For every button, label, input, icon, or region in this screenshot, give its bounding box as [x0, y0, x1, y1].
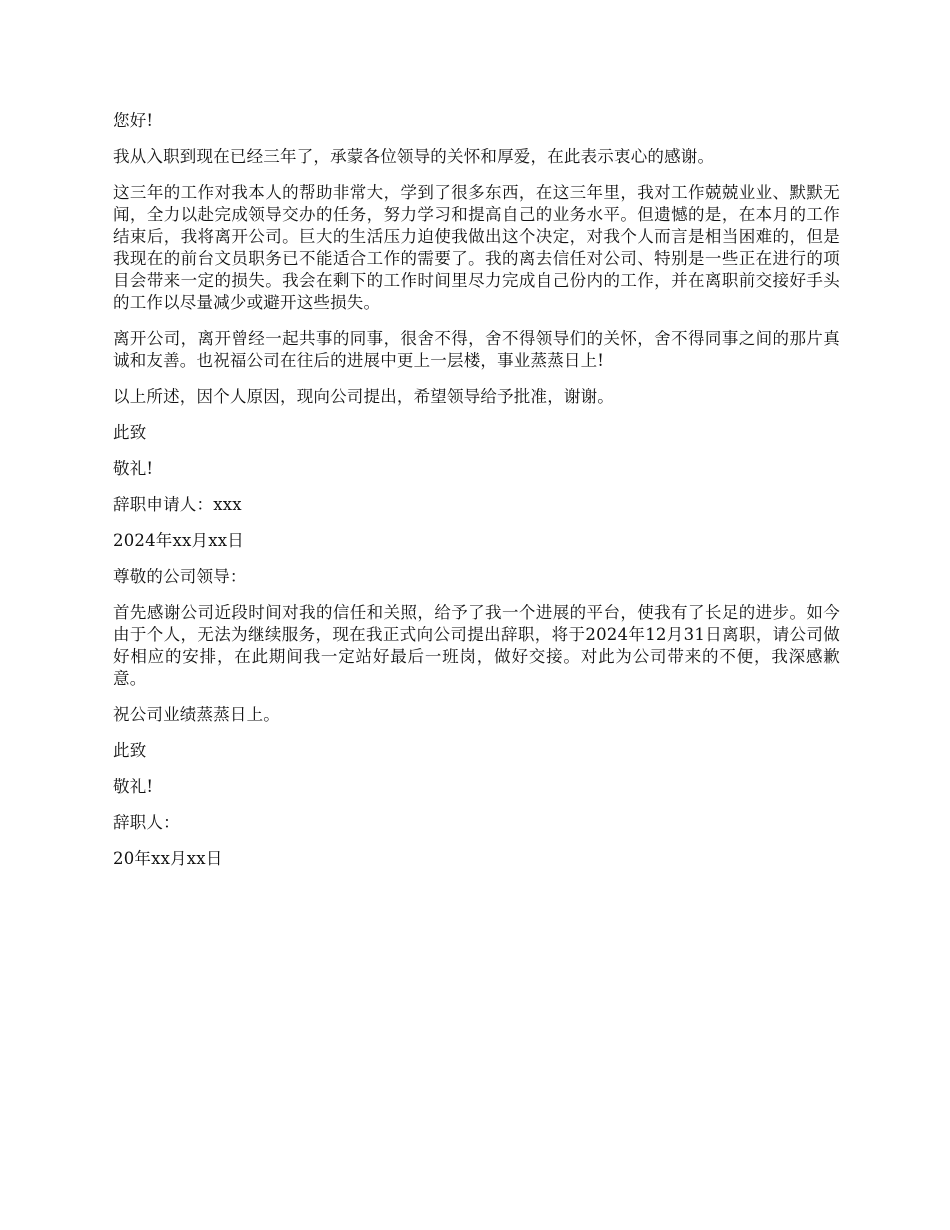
date-line: 2024年xx月xx日: [113, 531, 244, 550]
paragraph-wish: 祝公司业绩蒸蒸日上。: [113, 705, 280, 724]
document-page: [113, 110, 840, 884]
closing-cizhi: 此致: [113, 423, 147, 442]
paragraph-farewell: 离开公司，离开曾经一起共事的同事，很舍不得，舍不得领导们的关怀，舍不得同事之间的那片真诚和友善。也祝福公司在往后的进展中更上一层楼，事业蒸蒸日上!: [113, 329, 840, 370]
paragraph-resignation: 首先感谢公司近段时间对我的信任和关照，给予了我一个进展的平台，使我有了长足的进步。如今由于个人，无法为继续服务，现在我正式向公司提出辞职，将于2024年12月31日离职，请公司做好相应的安排，在此期间我一定站好最后一班岗，做好交接。对此为公司带来的不便，我深感歉意。: [113, 603, 840, 688]
date-line-2: 20年xx月xx日: [113, 849, 223, 868]
signature-resigner: 辞职人：: [113, 813, 180, 832]
closing-jingli: 敬礼!: [113, 459, 154, 478]
paragraph-request: 以上所述，因个人原因，现向公司提出，希望领导给予批准，谢谢。: [113, 387, 614, 406]
closing-jingli-2: 敬礼!: [113, 777, 154, 796]
greeting: 您好!: [113, 111, 154, 130]
paragraph-thanks: 我从入职到现在已经三年了，承蒙各位领导的关怀和厚爱，在此表示衷心的感谢。: [113, 147, 715, 166]
salutation: 尊敬的公司领导：: [113, 567, 247, 586]
closing-cizhi-2: 此致: [113, 741, 147, 760]
paragraph-reason: 这三年的工作对我本人的帮助非常大，学到了很多东西，在这三年里，我对工作兢兢业业、默默无闻，全力以赴完成领导交办的任务，努力学习和提高自己的业务水平。但遗憾的是，在本月的工作结束后，我将离开公司。巨大的生活压力迫使我做出这个决定，对我个人而言是相当困难的，但是我现在的前台文员职务已不能适合工作的需要了。我的离去信任对公司、特别是一些正在进行的项目会带来一定的损失。我会在剩下的工作时间里尽力完成自己份内的工作，并在离职前交接好手头的工作以尽量减少或避开这些损失。: [113, 183, 840, 312]
signature-applicant: 辞职申请人：xxx: [113, 495, 242, 514]
